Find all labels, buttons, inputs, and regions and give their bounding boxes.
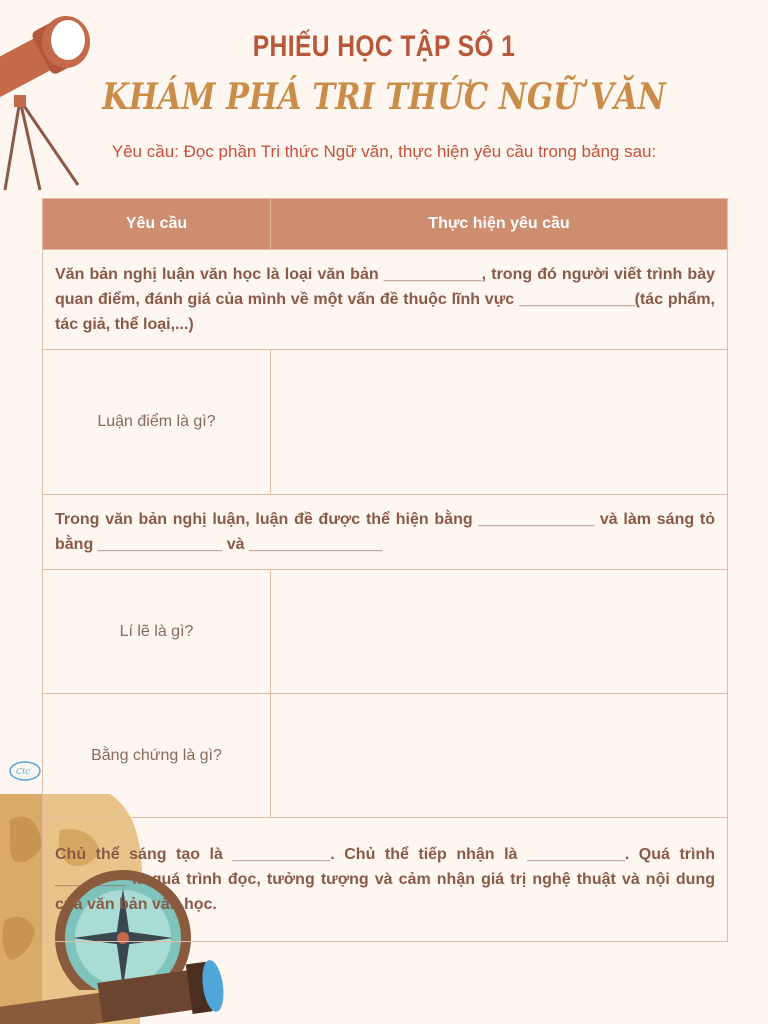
logo-icon	[8, 760, 42, 782]
table-row	[43, 250, 728, 350]
table-row	[43, 818, 728, 942]
fill-in-literary-essay[interactable]: Văn bản nghị luận văn học là loại văn bản ___________, trong đó người viết trình bày quan điểm, đánh giá của mình về một vấn đề thuộc lĩnh vực _____________(tác phẩm, tác giả, thể loại,...)	[43, 250, 728, 350]
spyglass-icon	[0, 960, 240, 1024]
answer-li-le[interactable]	[271, 570, 728, 694]
worksheet-table	[42, 198, 728, 942]
table-header-row	[43, 199, 728, 250]
table-row	[43, 495, 728, 570]
column-header-execution: Thực hiện yêu cầu	[271, 199, 728, 250]
column-header-requirement: Yêu cầu	[43, 199, 271, 250]
worksheet-subtitle: KHÁM PHÁ TRI THỨC NGỮ VĂN	[102, 76, 666, 118]
answer-bang-chung[interactable]	[271, 694, 728, 818]
question-bang-chung: Bằng chứng là gì?	[43, 694, 271, 818]
table-row	[43, 350, 728, 495]
question-luan-diem: Luận điểm là gì?	[43, 350, 271, 495]
svg-text:Ctc: Ctc	[16, 767, 30, 776]
question-li-le: Lí lẽ là gì?	[43, 570, 271, 694]
instruction-text: Yêu cầu: Đọc phần Tri thức Ngữ văn, thực hiện yêu cầu trong bảng sau:	[111, 142, 657, 161]
table-row	[43, 570, 728, 694]
answer-luan-diem[interactable]	[271, 350, 728, 495]
worksheet-title: PHIẾU HỌC TẬP SỐ 1	[252, 30, 516, 63]
table-row	[43, 694, 728, 818]
fill-in-subjects[interactable]: Chủ thể sáng tạo là ___________. Chủ thể tiếp nhận là ___________. Quá trình ________ là quá trình đọc, tưởng tượng và cảm nhận giá trị nghệ thuật và nội dung của văn bản văn học.	[43, 818, 728, 942]
fill-in-thesis[interactable]: Trong văn bản nghị luận, luận đề được thể hiện bằng _____________ và làm sáng tỏ bằng ______________ và _______________	[43, 495, 728, 570]
